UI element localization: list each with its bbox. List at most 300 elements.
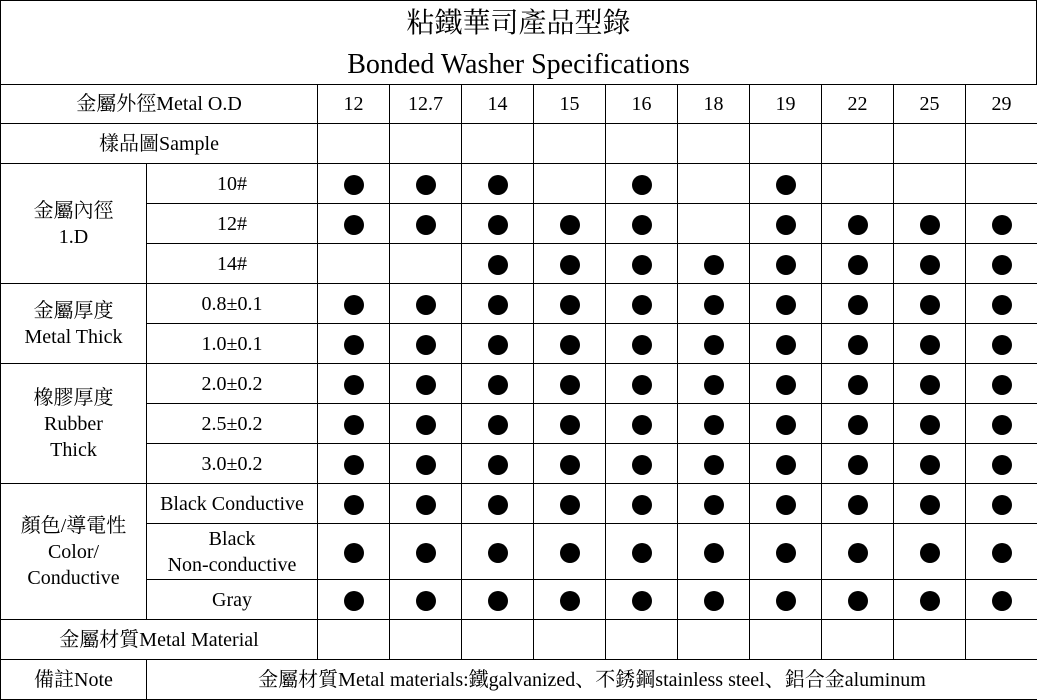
availability-dot	[488, 215, 508, 235]
mark-cell	[390, 524, 462, 580]
mark-cell	[894, 164, 966, 204]
group-label-line: 橡膠厚度	[33, 386, 114, 409]
mark-cell	[462, 364, 534, 404]
mark-cell	[750, 164, 822, 204]
mark-cell	[534, 484, 606, 524]
spec-row	[1, 244, 1037, 284]
availability-dot	[344, 375, 364, 395]
mark-cell	[750, 324, 822, 364]
material-cell	[534, 620, 606, 660]
mark-cell	[462, 484, 534, 524]
mark-cell	[894, 324, 966, 364]
row-label-line: Black Conductive	[160, 492, 304, 515]
mark-cell	[678, 244, 750, 284]
sample-cell	[606, 124, 678, 164]
spec-row	[1, 204, 1037, 244]
group-label-line: Color/	[47, 540, 100, 563]
availability-dot	[344, 591, 364, 611]
sample-label: 樣品圖Sample	[1, 124, 318, 164]
mark-cell	[678, 444, 750, 484]
mark-cell	[462, 524, 534, 580]
mark-cell	[822, 484, 894, 524]
material-row	[1, 620, 1037, 660]
spec-row	[1, 524, 1037, 580]
spec-row	[1, 364, 1037, 404]
mark-cell	[318, 484, 390, 524]
availability-dot	[848, 455, 868, 475]
group-label-line: 金屬厚度	[33, 299, 114, 322]
group-label	[1, 164, 147, 284]
spec-table	[0, 84, 1037, 700]
mark-cell	[606, 484, 678, 524]
mark-cell	[678, 284, 750, 324]
availability-dot	[776, 255, 796, 275]
mark-cell	[750, 484, 822, 524]
availability-dot	[776, 295, 796, 315]
availability-dot	[344, 455, 364, 475]
row-label	[147, 444, 318, 484]
mark-cell	[534, 284, 606, 324]
material-cell	[966, 620, 1037, 660]
spec-row	[1, 484, 1037, 524]
availability-dot	[920, 415, 940, 435]
availability-dot	[560, 495, 580, 515]
note-row	[1, 660, 1037, 700]
mark-cell	[750, 524, 822, 580]
group-label-line: 1.D	[58, 225, 89, 248]
mark-cell	[966, 524, 1037, 580]
mark-cell	[822, 324, 894, 364]
size-header: 15	[534, 85, 606, 124]
mark-cell	[390, 444, 462, 484]
mark-cell	[318, 284, 390, 324]
row-label-text: 2.5±0.2	[201, 412, 263, 435]
mark-cell	[678, 204, 750, 244]
material-cell	[390, 620, 462, 660]
availability-dot	[488, 415, 508, 435]
mark-cell	[966, 444, 1037, 484]
mark-cell	[606, 324, 678, 364]
sample-row	[1, 124, 1037, 164]
mark-cell	[966, 244, 1037, 284]
sample-cell	[462, 124, 534, 164]
availability-dot	[920, 455, 940, 475]
mark-cell	[822, 444, 894, 484]
availability-dot	[920, 375, 940, 395]
availability-dot	[632, 375, 652, 395]
availability-dot	[488, 335, 508, 355]
mark-cell	[822, 404, 894, 444]
mark-cell	[390, 580, 462, 620]
mark-cell	[534, 404, 606, 444]
availability-dot	[848, 495, 868, 515]
note-label: 備註Note	[1, 660, 147, 700]
availability-dot	[704, 455, 724, 475]
availability-dot	[560, 255, 580, 275]
mark-cell	[894, 404, 966, 444]
size-header: 12	[318, 85, 390, 124]
mark-cell	[390, 164, 462, 204]
mark-cell	[750, 364, 822, 404]
mark-cell	[462, 580, 534, 620]
spec-row	[1, 444, 1037, 484]
mark-cell	[966, 404, 1037, 444]
spec-row	[1, 404, 1037, 444]
mark-cell	[966, 364, 1037, 404]
availability-dot	[704, 415, 724, 435]
availability-dot	[776, 215, 796, 235]
availability-dot	[488, 175, 508, 195]
mark-cell	[678, 164, 750, 204]
header-row	[1, 85, 1037, 124]
mark-cell	[822, 284, 894, 324]
mark-cell	[822, 524, 894, 580]
spec-row	[1, 284, 1037, 324]
availability-dot	[704, 591, 724, 611]
availability-dot	[776, 495, 796, 515]
sample-cell	[822, 124, 894, 164]
mark-cell	[750, 244, 822, 284]
availability-dot	[992, 455, 1012, 475]
mark-cell	[678, 324, 750, 364]
sample-cell	[966, 124, 1037, 164]
mark-cell	[534, 204, 606, 244]
availability-dot	[560, 335, 580, 355]
mark-cell	[390, 324, 462, 364]
mark-cell	[462, 204, 534, 244]
mark-cell	[822, 580, 894, 620]
availability-dot	[992, 415, 1012, 435]
availability-dot	[632, 295, 652, 315]
mark-cell	[750, 284, 822, 324]
availability-dot	[344, 543, 364, 563]
mark-cell	[462, 324, 534, 364]
row-label	[147, 524, 318, 580]
availability-dot	[992, 295, 1012, 315]
group-label	[1, 484, 147, 620]
mark-cell	[318, 580, 390, 620]
availability-dot	[344, 495, 364, 515]
availability-dot	[704, 543, 724, 563]
mark-cell	[534, 444, 606, 484]
note-text: 金屬材質Metal materials:鐵galvanized、不銹鋼stainless steel、鋁合金aluminum	[147, 660, 1037, 700]
group-label-line: Conductive	[27, 566, 120, 589]
availability-dot	[992, 215, 1012, 235]
mark-cell	[678, 580, 750, 620]
mark-cell	[390, 484, 462, 524]
availability-dot	[704, 375, 724, 395]
availability-dot	[488, 543, 508, 563]
mark-cell	[822, 204, 894, 244]
material-cell	[606, 620, 678, 660]
mark-cell	[534, 164, 606, 204]
row-label	[147, 244, 318, 284]
mark-cell	[894, 444, 966, 484]
mark-cell	[318, 364, 390, 404]
row-label	[147, 580, 318, 620]
sample-cell	[318, 124, 390, 164]
mark-cell	[534, 580, 606, 620]
availability-dot	[632, 215, 652, 235]
sample-cell	[390, 124, 462, 164]
availability-dot	[488, 591, 508, 611]
mark-cell	[894, 580, 966, 620]
availability-dot	[848, 215, 868, 235]
material-cell	[750, 620, 822, 660]
row-label	[147, 364, 318, 404]
mark-cell	[894, 244, 966, 284]
mark-cell	[606, 404, 678, 444]
mark-cell	[534, 244, 606, 284]
spec-row	[1, 164, 1037, 204]
availability-dot	[416, 591, 436, 611]
mark-cell	[750, 404, 822, 444]
availability-dot	[920, 495, 940, 515]
availability-dot	[920, 591, 940, 611]
mark-cell	[678, 404, 750, 444]
availability-dot	[416, 543, 436, 563]
availability-dot	[632, 495, 652, 515]
availability-dot	[848, 543, 868, 563]
mark-cell	[606, 204, 678, 244]
row-label-line: Gray	[212, 588, 252, 611]
mark-cell	[462, 164, 534, 204]
availability-dot	[344, 175, 364, 195]
group-label-line: 顏色/導電性	[20, 514, 127, 537]
row-label-text: 14#	[217, 252, 247, 275]
mark-cell	[318, 164, 390, 204]
availability-dot	[776, 415, 796, 435]
row-label	[147, 164, 318, 204]
availability-dot	[560, 215, 580, 235]
availability-dot	[776, 375, 796, 395]
group-label	[1, 364, 147, 484]
availability-dot	[632, 415, 652, 435]
mark-cell	[606, 364, 678, 404]
title-block	[0, 0, 1037, 84]
availability-dot	[416, 215, 436, 235]
mark-cell	[606, 164, 678, 204]
availability-dot	[416, 455, 436, 475]
mark-cell	[894, 524, 966, 580]
availability-dot	[704, 255, 724, 275]
availability-dot	[560, 375, 580, 395]
size-header: 29	[966, 85, 1037, 124]
availability-dot	[416, 175, 436, 195]
availability-dot	[632, 455, 652, 475]
mark-cell	[462, 284, 534, 324]
size-header: 19	[750, 85, 822, 124]
row-label-line: Non-conductive	[167, 553, 297, 576]
mark-cell	[822, 164, 894, 204]
availability-dot	[848, 375, 868, 395]
availability-dot	[488, 255, 508, 275]
size-header: 14	[462, 85, 534, 124]
row-label	[147, 324, 318, 364]
mark-cell	[534, 524, 606, 580]
mark-cell	[606, 524, 678, 580]
mark-cell	[822, 244, 894, 284]
availability-dot	[920, 543, 940, 563]
sample-cell	[894, 124, 966, 164]
availability-dot	[776, 335, 796, 355]
availability-dot	[920, 335, 940, 355]
size-header: 22	[822, 85, 894, 124]
spec-row	[1, 580, 1037, 620]
availability-dot	[632, 175, 652, 195]
availability-dot	[488, 375, 508, 395]
metal-od-label: 金屬外徑Metal O.D	[1, 85, 318, 124]
availability-dot	[560, 415, 580, 435]
mark-cell	[606, 244, 678, 284]
availability-dot	[416, 335, 436, 355]
row-label-text: 3.0±0.2	[201, 452, 263, 475]
mark-cell	[966, 204, 1037, 244]
availability-dot	[776, 455, 796, 475]
mark-cell	[390, 364, 462, 404]
mark-cell	[822, 364, 894, 404]
mark-cell	[966, 580, 1037, 620]
availability-dot	[632, 591, 652, 611]
availability-dot	[416, 495, 436, 515]
availability-dot	[992, 495, 1012, 515]
size-header: 18	[678, 85, 750, 124]
sample-cell	[750, 124, 822, 164]
row-label-line: Black	[208, 527, 256, 550]
availability-dot	[920, 255, 940, 275]
material-cell	[894, 620, 966, 660]
group-label-line: Rubber	[44, 412, 103, 435]
availability-dot	[560, 591, 580, 611]
sample-cell	[534, 124, 606, 164]
row-label-text: 12#	[217, 212, 247, 235]
availability-dot	[416, 375, 436, 395]
mark-cell	[678, 484, 750, 524]
mark-cell	[318, 444, 390, 484]
material-cell	[678, 620, 750, 660]
availability-dot	[992, 255, 1012, 275]
row-label-text: 1.0±0.1	[201, 332, 263, 355]
row-label	[147, 404, 318, 444]
availability-dot	[848, 415, 868, 435]
mark-cell	[678, 524, 750, 580]
mark-cell	[606, 284, 678, 324]
availability-dot	[344, 215, 364, 235]
mark-cell	[966, 324, 1037, 364]
mark-cell	[894, 364, 966, 404]
group-label-line: Metal Thick	[24, 325, 123, 348]
size-header: 12.7	[390, 85, 462, 124]
row-label-text: 2.0±0.2	[201, 372, 263, 395]
group-label-line: Thick	[50, 438, 97, 461]
material-cell	[462, 620, 534, 660]
mark-cell	[318, 204, 390, 244]
mark-cell	[606, 444, 678, 484]
availability-dot	[848, 591, 868, 611]
row-label	[147, 204, 318, 244]
availability-dot	[560, 455, 580, 475]
availability-dot	[992, 375, 1012, 395]
availability-dot	[920, 295, 940, 315]
mark-cell	[750, 444, 822, 484]
mark-cell	[894, 484, 966, 524]
mark-cell	[894, 284, 966, 324]
size-header: 25	[894, 85, 966, 124]
material-cell	[318, 620, 390, 660]
mark-cell	[318, 244, 390, 284]
row-label	[147, 284, 318, 324]
mark-cell	[966, 284, 1037, 324]
availability-dot	[992, 543, 1012, 563]
availability-dot	[992, 591, 1012, 611]
group-label	[1, 284, 147, 364]
availability-dot	[344, 415, 364, 435]
material-cell	[822, 620, 894, 660]
material-label: 金屬材質Metal Material	[1, 620, 318, 660]
availability-dot	[416, 415, 436, 435]
row-label-text: 0.8±0.1	[201, 292, 263, 315]
mark-cell	[462, 244, 534, 284]
availability-dot	[560, 295, 580, 315]
mark-cell	[750, 580, 822, 620]
availability-dot	[488, 295, 508, 315]
availability-dot	[704, 295, 724, 315]
size-header: 16	[606, 85, 678, 124]
mark-cell	[318, 404, 390, 444]
mark-cell	[534, 364, 606, 404]
spec-row	[1, 324, 1037, 364]
title-english: Bonded Washer Specifications	[347, 49, 690, 80]
availability-dot	[704, 495, 724, 515]
mark-cell	[318, 324, 390, 364]
mark-cell	[390, 244, 462, 284]
mark-cell	[966, 164, 1037, 204]
availability-dot	[488, 495, 508, 515]
availability-dot	[920, 215, 940, 235]
mark-cell	[606, 580, 678, 620]
mark-cell	[390, 404, 462, 444]
availability-dot	[632, 255, 652, 275]
mark-cell	[534, 324, 606, 364]
availability-dot	[560, 543, 580, 563]
title-chinese: 粘鐵華司產品型錄	[406, 8, 631, 39]
mark-cell	[390, 204, 462, 244]
availability-dot	[488, 455, 508, 475]
availability-dot	[848, 295, 868, 315]
availability-dot	[704, 335, 724, 355]
availability-dot	[344, 295, 364, 315]
mark-cell	[318, 524, 390, 580]
mark-cell	[678, 364, 750, 404]
sample-cell	[678, 124, 750, 164]
availability-dot	[776, 591, 796, 611]
availability-dot	[632, 335, 652, 355]
availability-dot	[776, 543, 796, 563]
availability-dot	[992, 335, 1012, 355]
mark-cell	[966, 484, 1037, 524]
availability-dot	[344, 335, 364, 355]
availability-dot	[632, 543, 652, 563]
mark-cell	[390, 284, 462, 324]
availability-dot	[776, 175, 796, 195]
availability-dot	[848, 335, 868, 355]
availability-dot	[848, 255, 868, 275]
mark-cell	[750, 204, 822, 244]
availability-dot	[416, 295, 436, 315]
row-label-text: 10#	[217, 172, 247, 195]
group-label-line: 金屬內徑	[33, 199, 114, 222]
mark-cell	[894, 204, 966, 244]
